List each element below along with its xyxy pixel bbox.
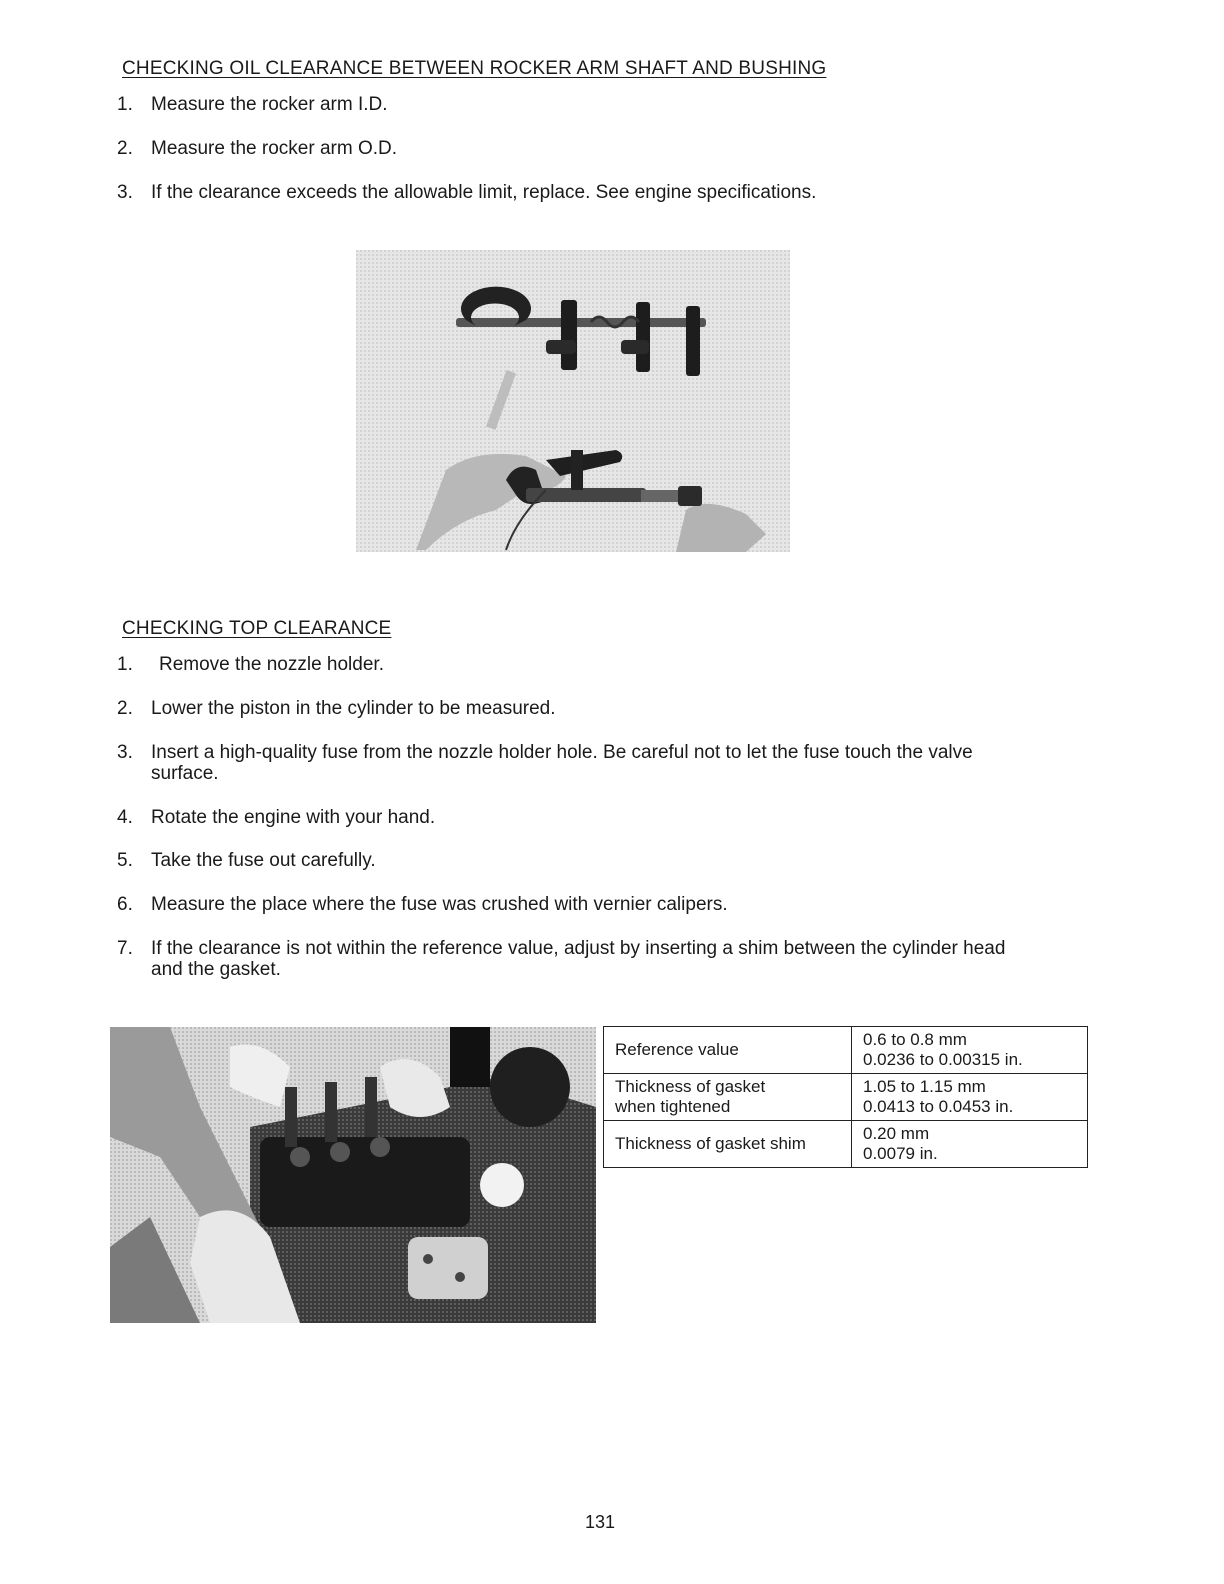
section2-step-7: 7. If the clearance is not within the reference value, adjust by inserting a shim between the cylinder head and the gasket. <box>117 938 1006 980</box>
section2-step-4: 4. Rotate the engine with your hand. <box>117 807 436 828</box>
section2-step-2: 2. Lower the piston in the cylinder to be measured. <box>117 698 556 719</box>
section2-step-3: 3. Insert a high-quality fuse from the nozzle holder hole. Be careful not to let the fuse touch the valve surface. <box>117 742 973 784</box>
table-row <box>604 1121 1088 1168</box>
section1-step-1: 1. Measure the rocker arm I.D. <box>117 94 388 115</box>
engine-cylinder-head-photo <box>110 1027 596 1323</box>
section2-step-1: 1. Remove the nozzle holder. <box>117 654 384 675</box>
section2-step-6: 6. Measure the place where the fuse was crushed with vernier calipers. <box>117 894 728 915</box>
section1-step-3: 3. If the clearance exceeds the allowable limit, replace. See engine specifications. <box>117 182 817 203</box>
clearance-spec-table <box>603 1026 1088 1168</box>
spec-value-reference-value: 0.6 to 0.8 mm 0.0236 to 0.00315 in. <box>852 1027 1088 1074</box>
section1-step-2: 2. Measure the rocker arm O.D. <box>117 138 398 159</box>
spec-label-reference-value: Reference value <box>604 1027 852 1074</box>
section2-heading: CHECKING TOP CLEARANCE <box>122 618 392 639</box>
spec-value-gasket-thickness: 1.05 to 1.15 mm 0.0413 to 0.0453 in. <box>852 1074 1088 1121</box>
section1-heading: CHECKING OIL CLEARANCE BETWEEN ROCKER ARM SHAFT AND BUSHING <box>122 58 827 79</box>
spec-value-gasket-shim: 0.20 mm 0.0079 in. <box>852 1121 1088 1168</box>
spec-label-gasket-shim: Thickness of gasket shim <box>604 1121 852 1168</box>
page-number: 131 <box>584 1512 616 1532</box>
spec-label-gasket-thickness: Thickness of gasket when tightened <box>604 1074 852 1121</box>
table-row <box>604 1074 1088 1121</box>
rocker-arm-measurement-photo <box>356 250 790 552</box>
table-row <box>604 1027 1088 1074</box>
section2-step-5: 5. Take the fuse out carefully. <box>117 850 376 871</box>
